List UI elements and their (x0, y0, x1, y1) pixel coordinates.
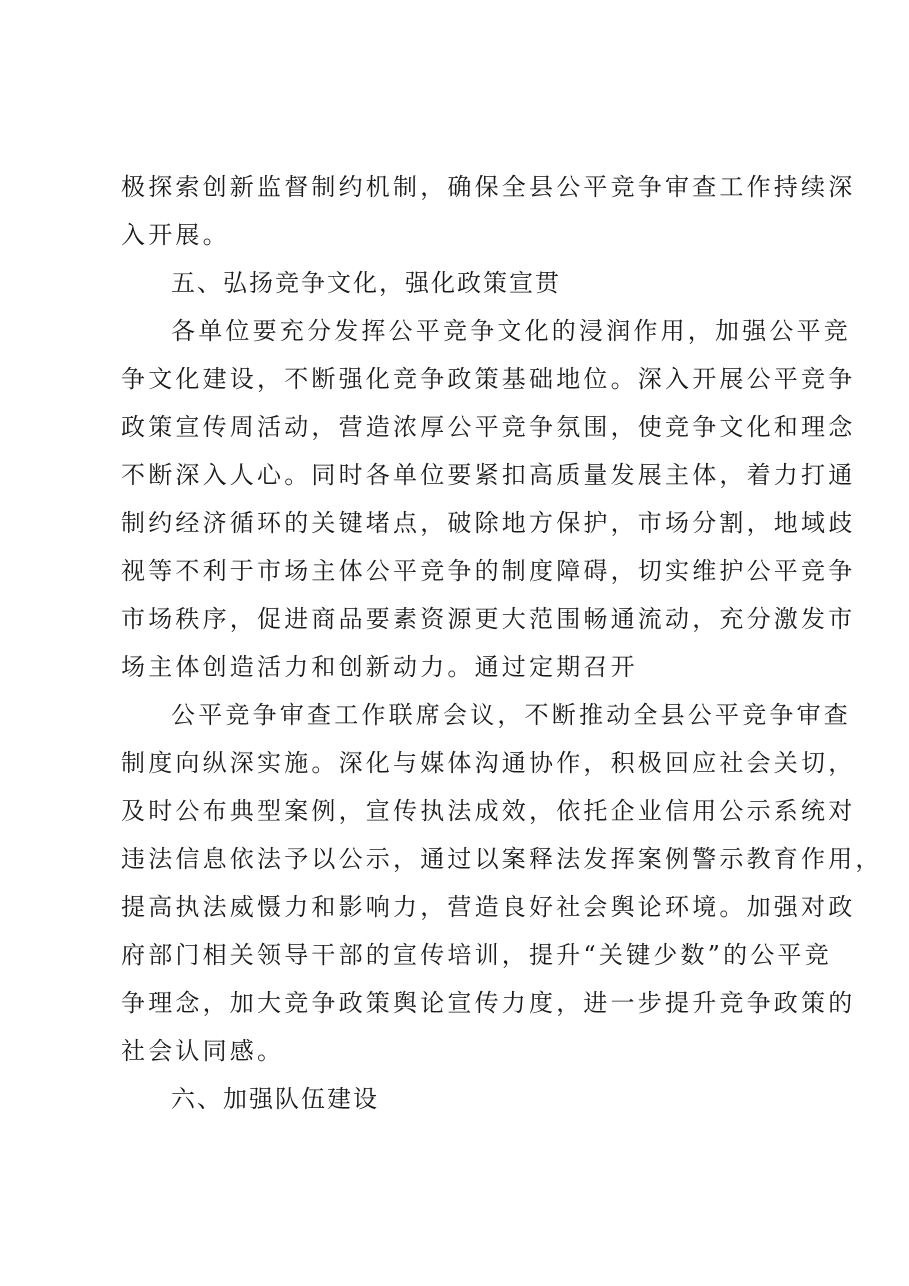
body-text-line: 社会认同感。 (121, 1037, 285, 1065)
body-text-line: 争文化建设，不断强化竞争政策基础地位。深入开展公平竞争 (121, 365, 856, 393)
body-text-line: 极探索创新监督制约机制，确保全县公平竞争审查工作持续深 (121, 173, 856, 201)
paragraph-start-line: 公平竞争审查工作联席会议，不断推动全县公平竞争审查 (171, 701, 851, 729)
body-text-line: 提高执法威慑力和影响力，营造良好社会舆论环境。加强对政 (121, 893, 856, 921)
body-text-line: 及时公布典型案例，宣传执法成效，依托企业信用公示系统对 (121, 797, 856, 825)
body-text-line: 制约经济循环的关键堵点，破除地方保护，市场分割，地域歧 (121, 509, 856, 537)
body-text-line: 不断深入人心。同时各单位要紧扣高质量发展主体，着力打通 (121, 461, 856, 489)
paragraph-start-line: 各单位要充分发挥公平竞争文化的浸润作用，加强公平竞 (171, 317, 851, 345)
body-text-line: 府部门相关领导干部的宣传培训，提升“关键少数”的公平竞 (121, 941, 832, 969)
body-text-line: 场主体创造活力和创新动力。通过定期召开 (121, 653, 638, 681)
body-text-line: 视等不利于市场主体公平竞争的制度障碍，切实维护公平竞争 (121, 557, 856, 585)
body-text-line: 违法信息依法予以公示，通过以案释法发挥案例警示教育作用， (121, 845, 883, 873)
section-heading-5: 五、弘扬竞争文化，强化政策宣贯 (171, 269, 561, 297)
body-text-line: 市场秩序，促进商品要素资源更大范围畅通流动，充分激发市 (121, 605, 856, 633)
body-text-line: 争理念，加大竞争政策舆论宣传力度，进一步提升竞争政策的 (121, 989, 856, 1017)
body-text-line: 制度向纵深实施。深化与媒体沟通协作，积极回应社会关切， (121, 749, 856, 777)
body-text-line: 入开展。 (121, 221, 230, 249)
section-heading-6: 六、加强队伍建设 (171, 1085, 379, 1113)
body-text-line: 政策宣传周活动，营造浓厚公平竞争氛围，使竞争文化和理念 (121, 413, 856, 441)
